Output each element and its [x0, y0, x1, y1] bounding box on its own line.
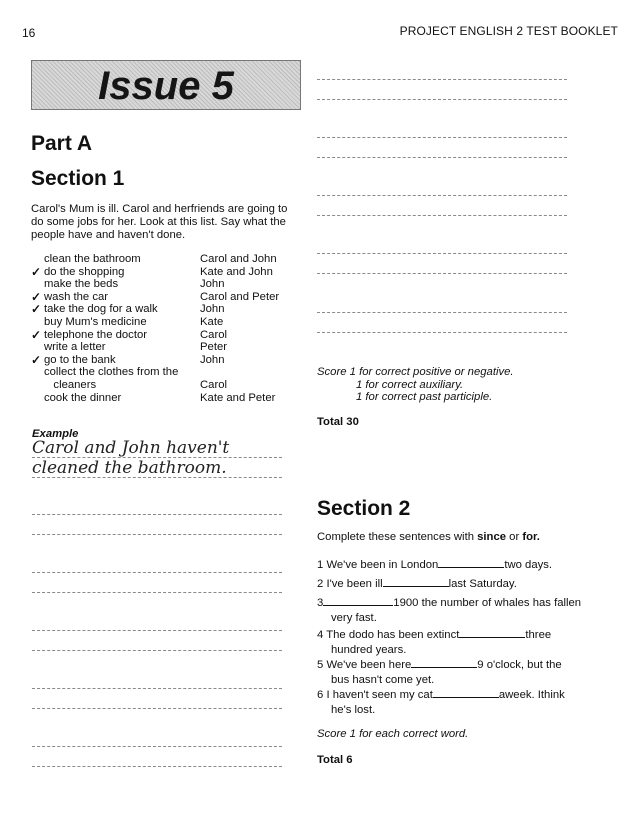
job-person: Carol and Peter	[200, 290, 280, 303]
answer-line	[32, 650, 282, 651]
question-number: 3	[317, 597, 324, 609]
job-person: John	[200, 303, 225, 316]
question-item	[317, 626, 597, 658]
section1-title: Section 1	[31, 167, 125, 190]
job-row	[31, 278, 301, 291]
job-row	[31, 341, 301, 354]
job-task: collect the clothes from the	[44, 366, 179, 379]
answer-line	[32, 708, 282, 709]
job-task: go to the bank	[44, 353, 116, 366]
page-number: 16	[22, 26, 36, 40]
question-text: last Saturday.	[448, 578, 517, 590]
answer-line	[32, 630, 282, 631]
answer-blank[interactable]	[411, 656, 477, 668]
question-text: The dodo has been extinct	[326, 629, 460, 641]
answer-line	[32, 457, 282, 458]
answer-blank[interactable]	[323, 594, 393, 606]
example-answer-line1: Carol and John haven't	[32, 438, 230, 458]
question-text: 1900 the number of whales has fallen	[393, 597, 582, 609]
banner-title: Issue 5	[98, 64, 234, 108]
example-answer-line2: cleaned the bathroom.	[32, 458, 227, 478]
question-number: 6	[317, 689, 324, 701]
booklet-header: PROJECT ENGLISH 2 TEST BOOKLET	[399, 24, 618, 38]
job-task: telephone the doctor	[44, 328, 148, 341]
job-row	[31, 291, 301, 304]
question-continuation: bus hasn't come yet.	[331, 674, 435, 686]
score-line: Score 1 for correct positive or negative.	[317, 366, 514, 378]
score-line: 1 for correct past participle.	[356, 391, 493, 404]
question-number: 4	[317, 629, 324, 641]
answer-line	[32, 572, 282, 573]
job-task: write a letter	[44, 341, 106, 354]
job-row	[31, 329, 301, 342]
tick-icon: ✓	[31, 327, 42, 342]
question-number: 2	[317, 578, 324, 590]
answer-blank[interactable]	[438, 556, 504, 568]
answer-line	[32, 746, 282, 747]
job-row	[31, 303, 301, 316]
example-label: Example	[32, 428, 79, 440]
question-text: aweek. Ithink	[498, 689, 565, 701]
question-number: 5	[317, 659, 324, 671]
score-line: 1 for correct auxiliary.	[356, 378, 464, 391]
section2-score: Score 1 for each correct word.	[317, 728, 469, 740]
answer-line	[32, 688, 282, 689]
answer-line	[32, 477, 282, 478]
answer-line	[32, 514, 282, 515]
job-task: do the shopping	[44, 265, 125, 278]
question-item	[317, 575, 597, 592]
job-person: John	[200, 353, 225, 366]
section2-title: Section 2	[317, 497, 411, 520]
job-person: Kate and John	[200, 265, 273, 278]
job-row	[31, 266, 301, 279]
question-item	[317, 594, 597, 626]
job-person: John	[200, 278, 225, 291]
answer-line	[32, 534, 282, 535]
question-text: two days.	[504, 559, 553, 571]
question-text: three	[525, 629, 552, 641]
answer-line	[317, 273, 567, 274]
part-title: Part A	[31, 132, 93, 155]
question-text: We've been in London	[326, 559, 439, 571]
question-item	[317, 686, 597, 718]
question-text: I've been ill	[326, 578, 383, 590]
question-text: 9 o'clock, but the	[477, 659, 562, 671]
answer-blank[interactable]	[383, 575, 449, 587]
section1-total: Total 30	[317, 416, 359, 428]
job-task: wash the car	[44, 290, 109, 303]
section1-instructions: Carol's Mum is ill. Carol and herfriends are going to do some jobs for her. Look at this list. Say what the people have and haven't done.	[31, 203, 288, 241]
job-task: make the beds	[44, 278, 119, 291]
answer-line	[317, 99, 567, 100]
tick-icon: ✓	[31, 302, 42, 317]
section2-instructions: Complete these sentences with since or for.	[317, 531, 540, 543]
answer-line	[317, 215, 567, 216]
answer-line	[317, 79, 567, 80]
question-continuation: he's lost.	[331, 704, 376, 716]
issue-banner	[31, 60, 301, 110]
job-row	[31, 366, 301, 379]
answer-line	[317, 137, 567, 138]
job-person: Kate and Peter	[200, 391, 276, 404]
job-list	[31, 253, 301, 404]
job-row	[31, 253, 301, 266]
job-task: buy Mum's medicine	[44, 315, 147, 328]
question-item	[317, 556, 597, 573]
section2-total: Total 6	[317, 754, 353, 766]
answer-blank[interactable]	[459, 626, 525, 638]
answer-line	[317, 312, 567, 313]
question-continuation: hundred years.	[331, 644, 407, 656]
job-task: clean the bathroom	[44, 253, 141, 265]
tick-icon: ✓	[31, 264, 42, 279]
tick-icon: ✓	[31, 352, 42, 367]
answer-line	[32, 592, 282, 593]
question-text: I haven't seen my cat	[326, 689, 433, 701]
job-person: Carol	[200, 378, 227, 391]
answer-blank[interactable]	[433, 686, 499, 698]
job-task: cook the dinner	[44, 391, 122, 404]
question-item	[317, 656, 597, 688]
tick-icon: ✓	[31, 289, 42, 304]
answer-line	[317, 332, 567, 333]
job-task: take the dog for a walk	[44, 303, 158, 316]
job-row	[31, 316, 301, 329]
answer-line	[317, 253, 567, 254]
answer-line	[32, 766, 282, 767]
job-task: cleaners	[44, 378, 97, 391]
question-continuation: very fast.	[331, 612, 377, 624]
answer-line	[317, 157, 567, 158]
job-person: Peter	[200, 341, 228, 354]
job-row	[31, 379, 301, 392]
job-person: Kate	[200, 315, 224, 328]
answer-line	[317, 195, 567, 196]
job-person: Carol and John	[200, 253, 277, 265]
question-number: 1	[317, 559, 324, 571]
job-row	[31, 354, 301, 367]
job-person: Carol	[200, 328, 227, 341]
job-row	[31, 392, 301, 405]
question-text: We've been here	[326, 659, 412, 671]
section1-score	[317, 366, 514, 404]
